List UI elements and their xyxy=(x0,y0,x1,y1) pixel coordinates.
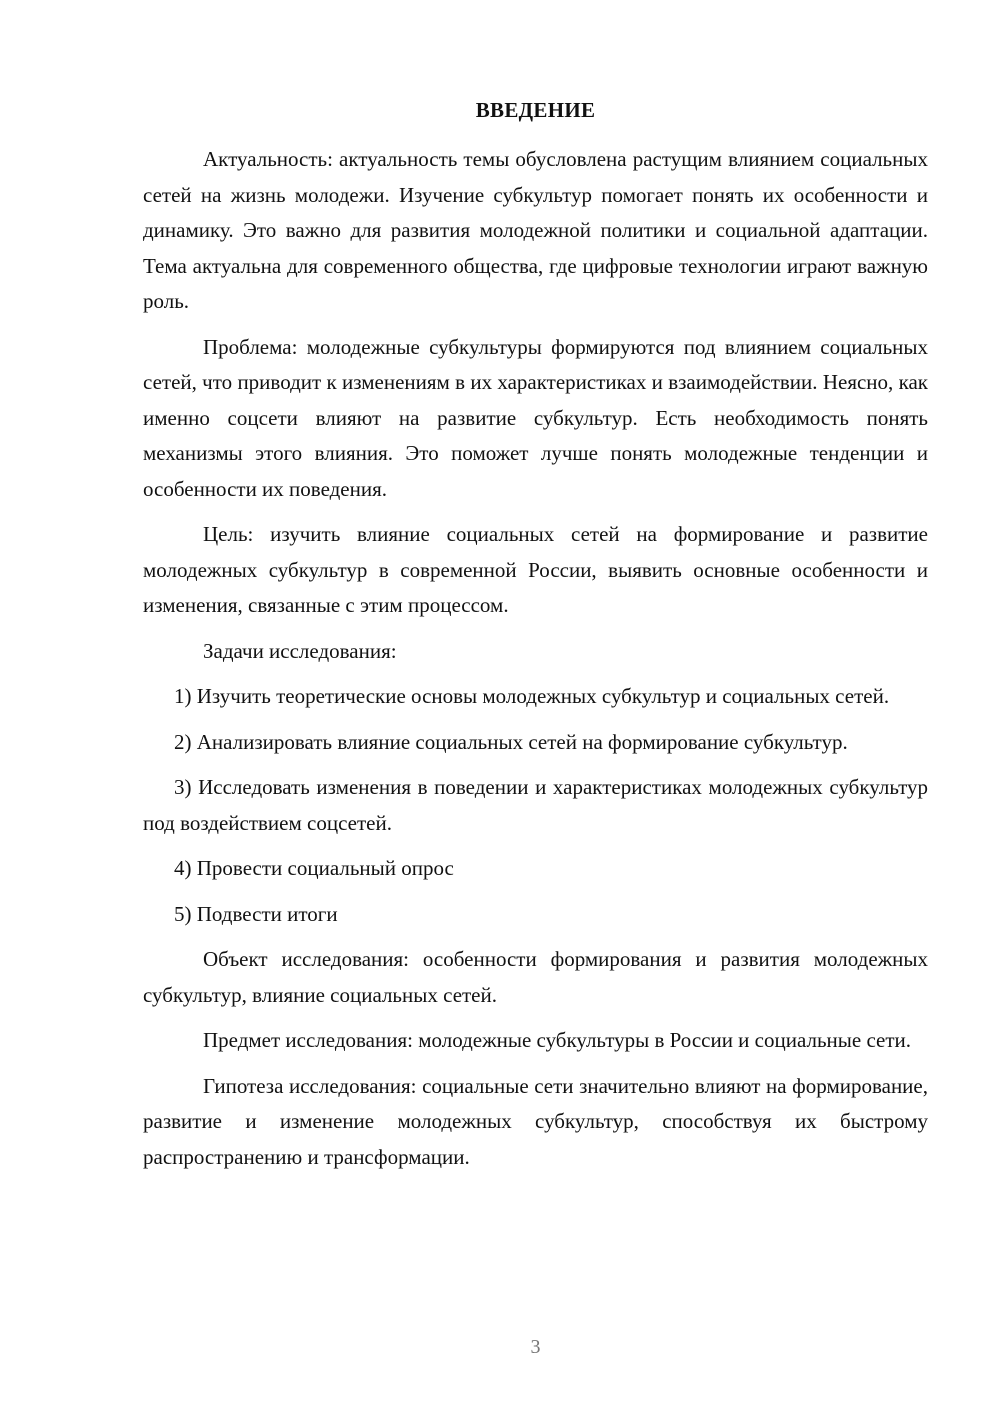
document-page xyxy=(143,0,928,1414)
document-body xyxy=(143,142,928,1185)
section-title: ВВЕДЕНИЕ xyxy=(475,98,596,122)
paragraph-problem: Проблема: молодежные субкультуры формируются под влиянием социальных сетей, что приводит к изменениям в их характеристиках и взаимодействии. Неясно, как именно соцсети влияют на развитие субкультур. Есть необходимость понять механизмы этого влияния. Это поможет лучше понять молодежные тенденции и особенности их поведения. xyxy=(143,334,928,501)
page-number: 3 xyxy=(530,1336,541,1358)
paragraph-subject: Предмет исследования: молодежные субкультуры в России и социальные сети. xyxy=(203,1028,912,1052)
task-item-5: 5) Подвести итоги xyxy=(174,901,338,926)
task-item-4: 4) Провести социальный опрос xyxy=(174,856,454,880)
paragraph-hypothesis: Гипотеза исследования: социальные сети значительно влияют на формирование, развитие и изменение молодежных субкультур, способствуя их быстрому распространению и трансформации. xyxy=(143,1073,928,1169)
paragraph-goal: Цель: изучить влияние социальных сетей на формирование и развитие молодежных субкультур в современной России, выявить основные особенности и изменения, связанные с этим процессом. xyxy=(143,522,928,617)
tasks-heading: Задачи исследования: xyxy=(203,638,397,663)
task-item-1: 1) Изучить теоретические основы молодежных субкультур и социальных сетей. xyxy=(174,684,890,708)
task-item-3: 3) Исследовать изменения в поведении и характеристиках молодежных субкультур под воздействием соцсетей. xyxy=(143,775,928,835)
task-item-2: 2) Анализировать влияние социальных сетей на формирование субкультур. xyxy=(174,729,848,754)
paragraph-relevance: Актуальность: актуальность темы обусловлена растущим влиянием социальных сетей на жизнь молодежи. Изучение субкультур помогает понять их особенности и динамику. Это важно для развития молодежной политики и социальной адаптации. Тема актуальна для современного общества, где цифровые технологии играют важную роль. xyxy=(143,147,928,313)
paragraph-object: Объект исследования: особенности формирования и развития молодежных субкультур, влияние социальных сетей. xyxy=(143,947,928,1007)
